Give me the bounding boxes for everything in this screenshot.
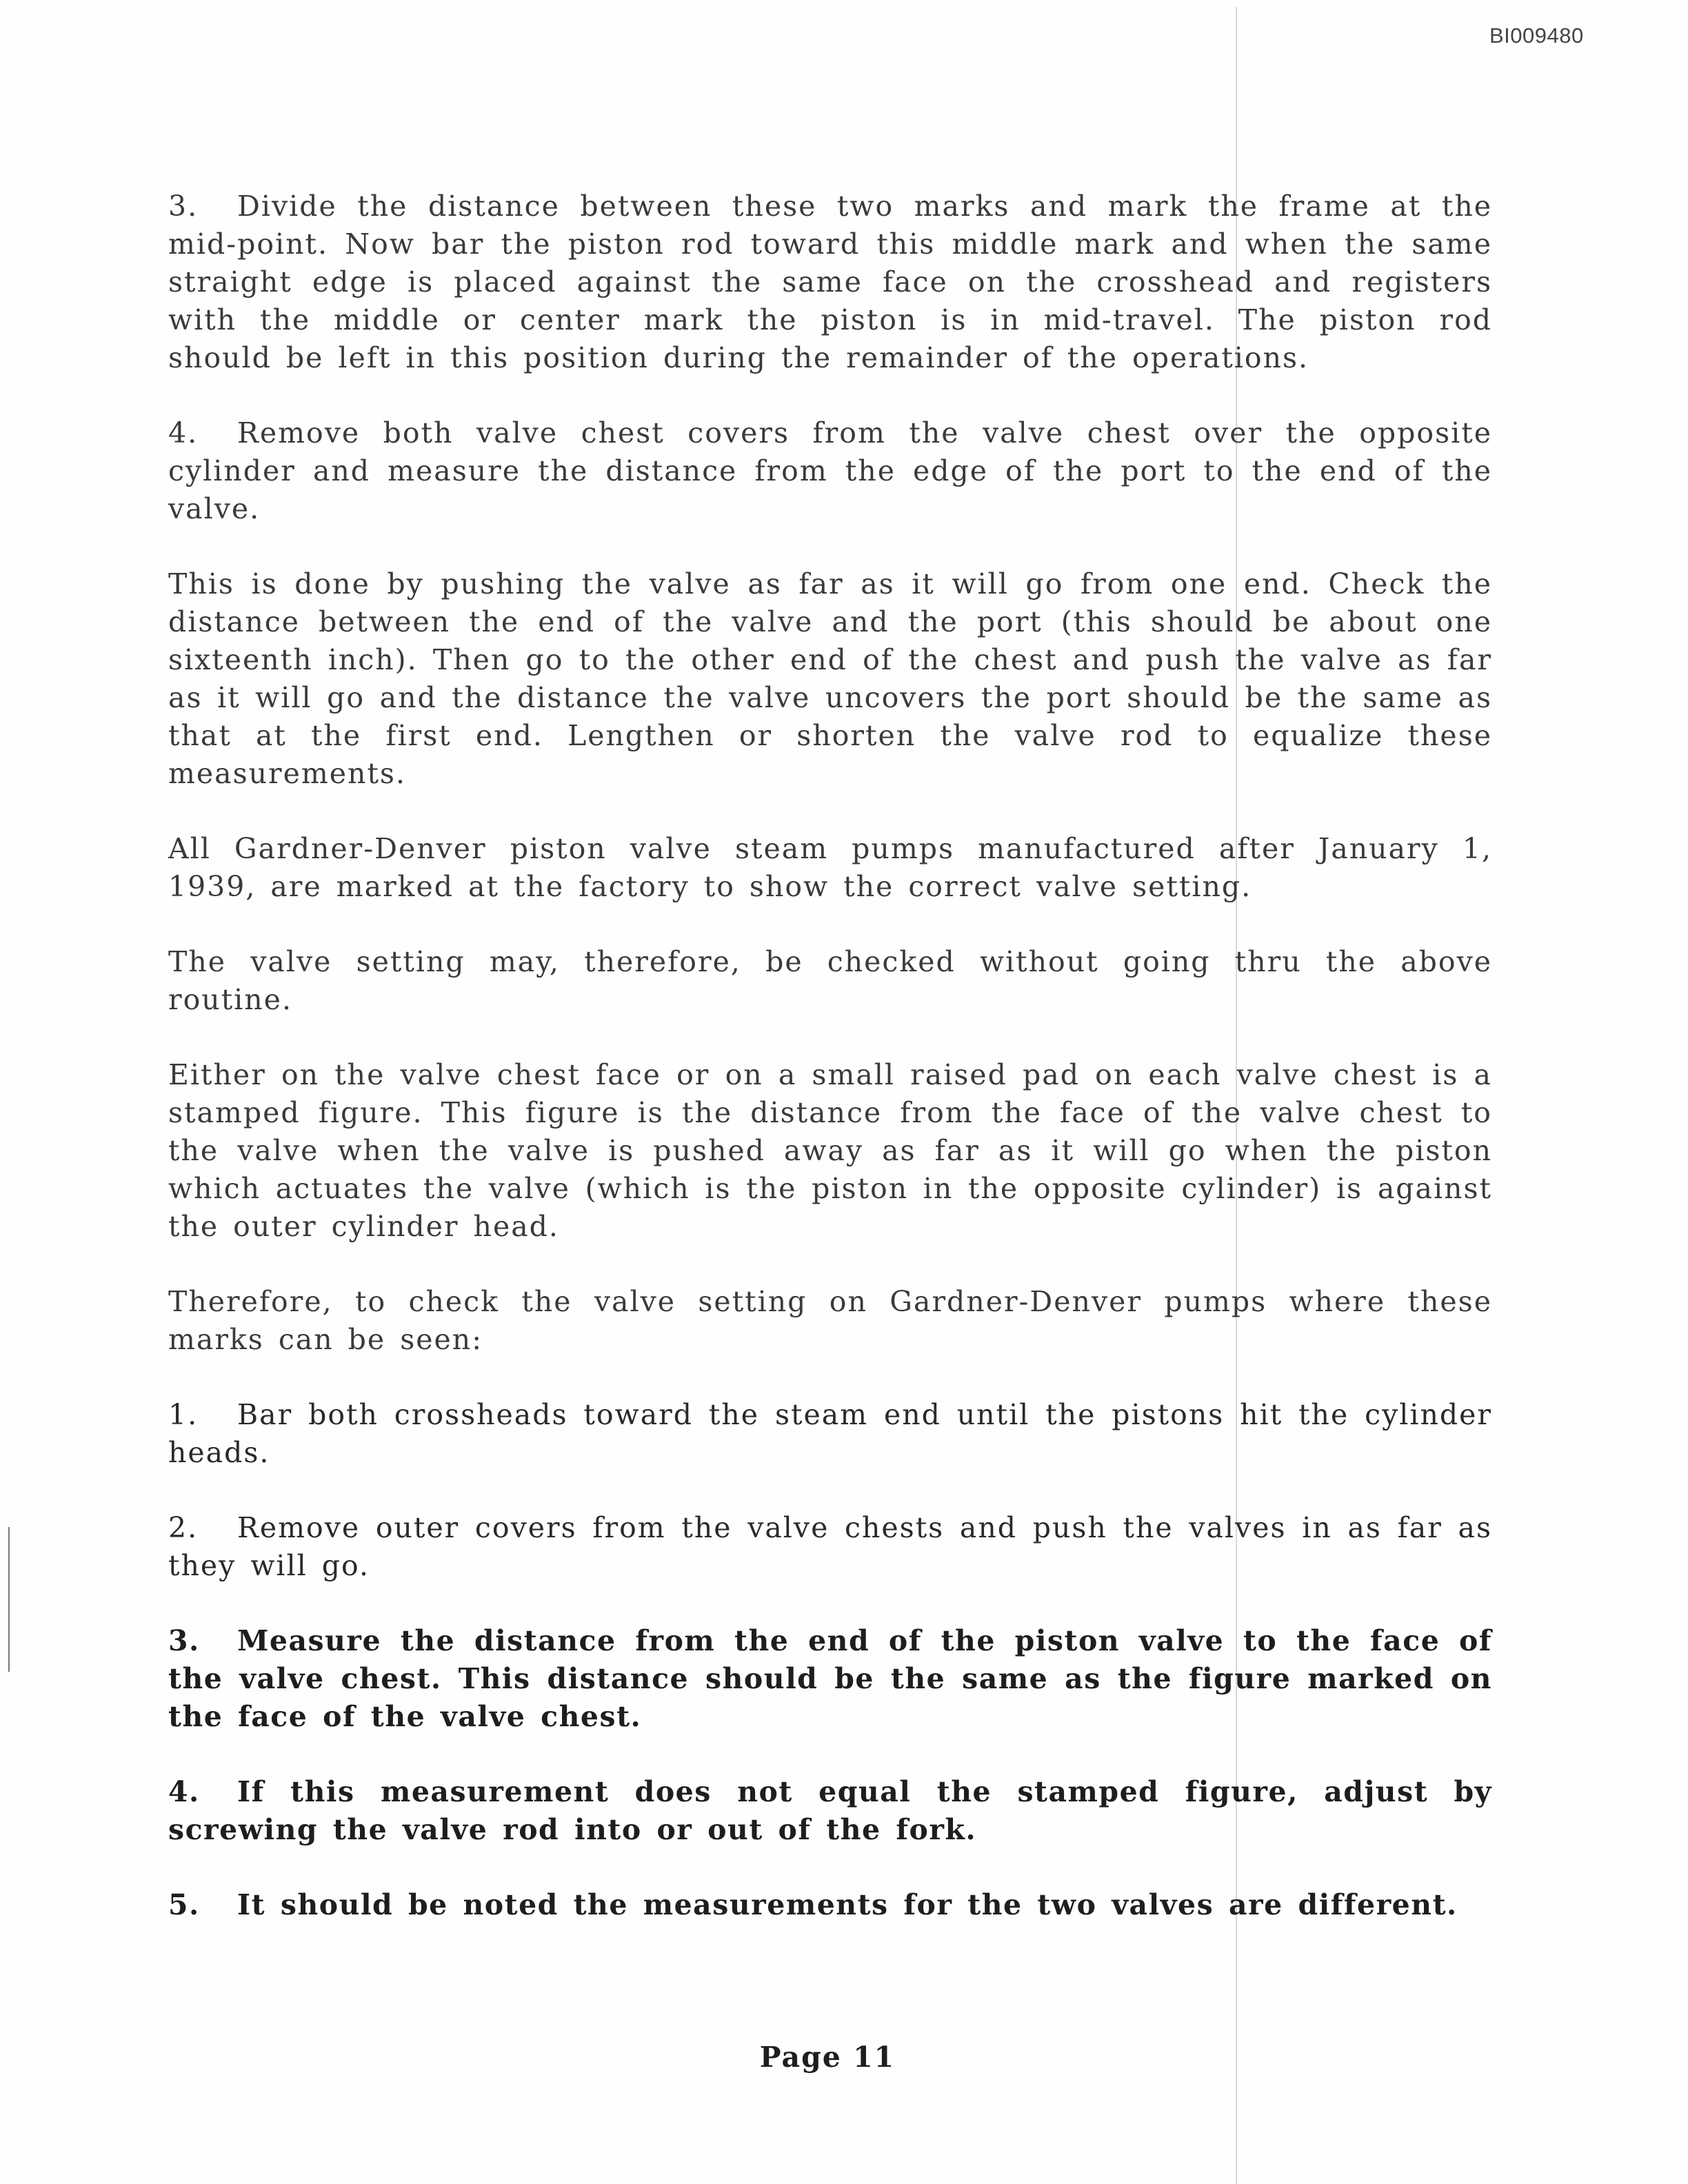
paragraph-check-step-1 (168, 1396, 1492, 1472)
document-body (168, 188, 1492, 1961)
step-number: 2. (168, 1511, 199, 1544)
scan-margin-mark (8, 1527, 10, 1672)
document-id: BI009480 (1489, 23, 1584, 48)
paragraph-pushing-valve (168, 565, 1492, 793)
paragraph-step-3-mid-point (168, 188, 1492, 377)
step-number: 4. (168, 416, 199, 449)
paragraph-check-step-3 (168, 1622, 1492, 1736)
paragraph-text: If this measurement does not equal the stamped figure, adjust by screwing the valve rod into or out of the fork. (168, 1775, 1492, 1846)
paragraph-check-step-5 (168, 1886, 1492, 1924)
paragraph-text: All Gardner-Denver piston valve steam pumps manufactured after January 1, 1939, are marked at the factory to show the correct valve setting. (168, 832, 1492, 903)
step-number: 1. (168, 1398, 199, 1431)
paragraph-stamped-figure (168, 1056, 1492, 1246)
paragraph-check-step-2 (168, 1509, 1492, 1585)
paragraph-text: The valve setting may, therefore, be checked without going thru the above routine. (168, 945, 1492, 1016)
paragraph-checked-without-routine (168, 943, 1492, 1019)
paragraph-text: This is done by pushing the valve as far as it will go from one end. Check the distance between the end of the valve and the port (this should be about one sixteenth inch). Then go to the other end of the chest and push the valve as far as it will go and the distance the valve uncovers the port should be the same as that at the first end. Lengthen or shorten the valve rod to equalize these measurements. (168, 567, 1492, 790)
paragraph-text: Bar both crossheads toward the steam end until the pistons hit the cylinder heads. (168, 1398, 1492, 1469)
page-number: Page 11 (759, 2041, 896, 2074)
paragraph-text: Divide the distance between these two marks and mark the frame at the mid-point. Now bar the piston rod toward this middle mark and when the same straight edge is placed against the same face on the crosshead and registers with the middle or center mark the piston is in mid-travel. The piston rod should be left in this position during the remainder of the operations. (168, 190, 1492, 374)
step-number: 3. (168, 190, 199, 223)
paragraph-text: Remove both valve chest covers from the valve chest over the opposite cylinder and measure the distance from the edge of the port to the end of the valve. (168, 416, 1492, 525)
step-number: 4. (168, 1775, 200, 1808)
paragraph-text: It should be noted the measurements for the two valves are different. (237, 1888, 1458, 1921)
step-number: 3. (168, 1624, 200, 1657)
paragraph-text: Either on the valve chest face or on a small raised pad on each valve chest is a stamped figure. This figure is the distance from the face of the valve chest to the valve when the valve is pushed away as far as it will go when the piston which actuates the valve (which is the piston in the opposite cylinder) is against the outer cylinder head. (168, 1058, 1492, 1243)
paragraph-therefore-intro (168, 1283, 1492, 1359)
paragraph-text: Remove outer covers from the valve chests and push the valves in as far as they will go. (168, 1511, 1492, 1582)
paragraph-text: Therefore, to check the valve setting on Gardner-Denver pumps where these marks can be seen: (168, 1285, 1492, 1356)
step-number: 5. (168, 1888, 200, 1921)
paragraph-factory-marking (168, 830, 1492, 906)
paragraph-check-step-4 (168, 1773, 1492, 1849)
paragraph-text: Measure the distance from the end of the piston valve to the face of the valve chest. This distance should be the same as the figure marked on the face of the valve chest. (168, 1624, 1492, 1733)
paragraph-step-4-remove-covers (168, 414, 1492, 528)
